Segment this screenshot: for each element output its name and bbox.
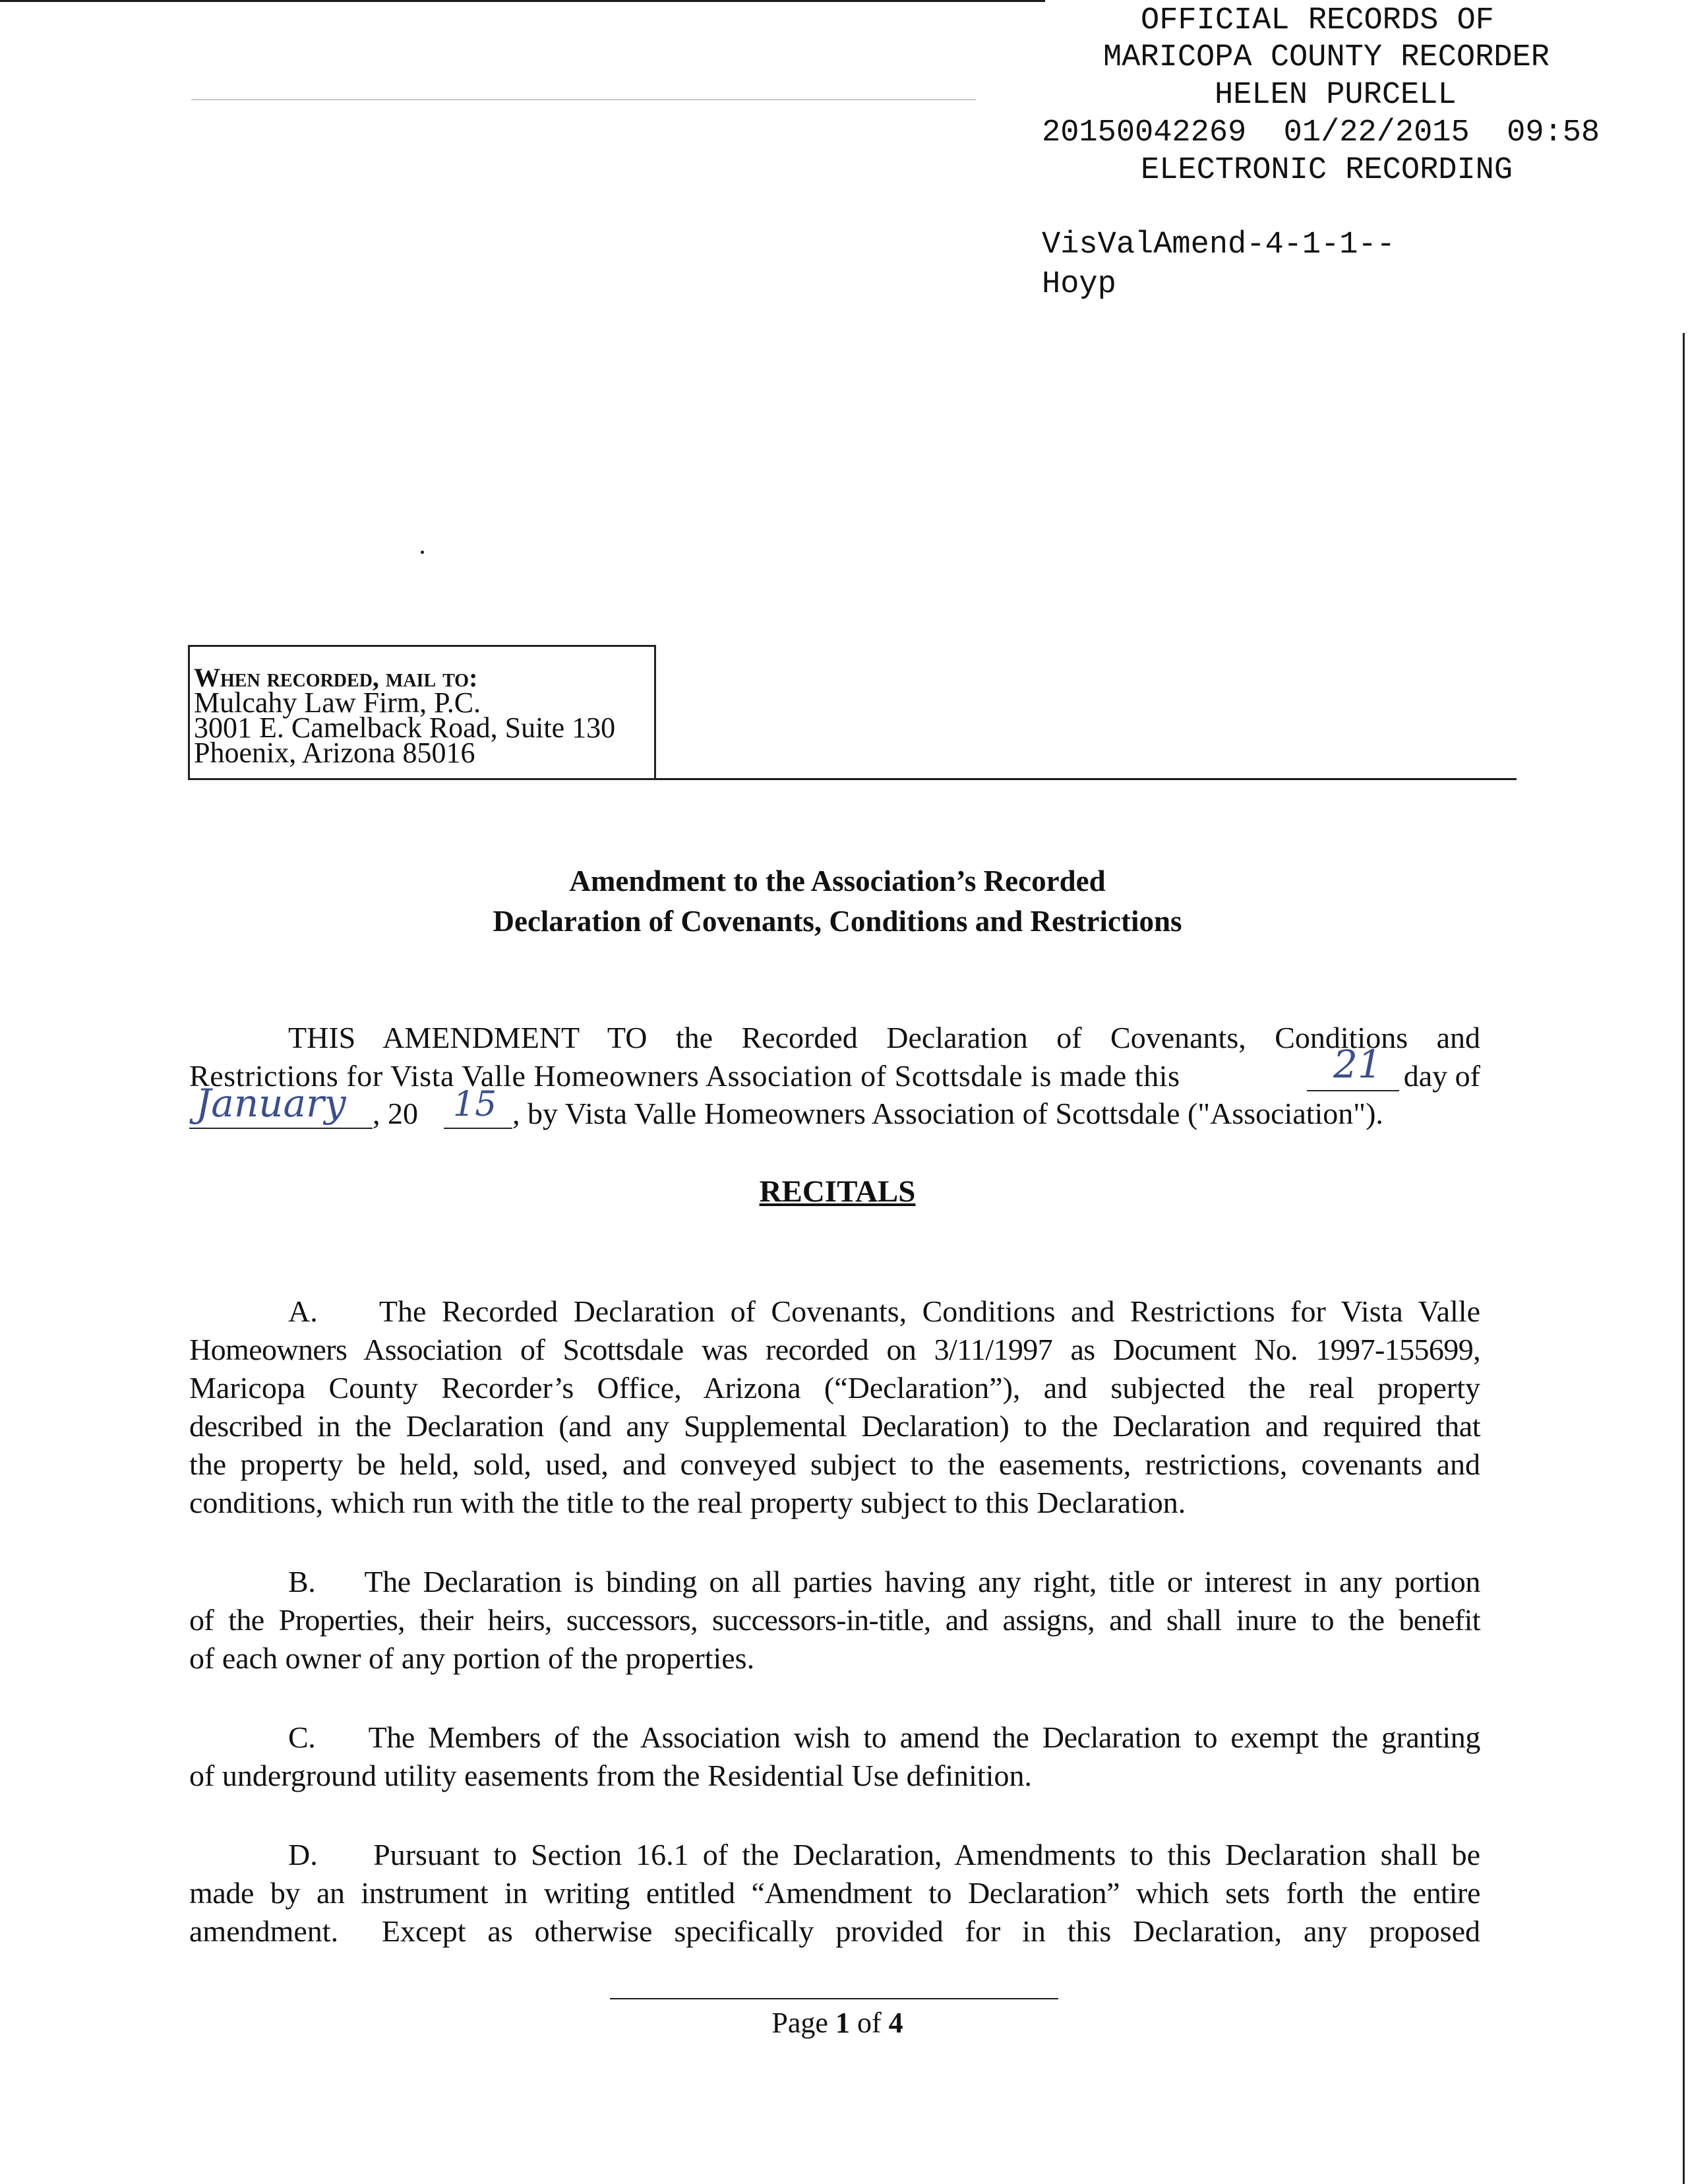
intro-line-3-mid: , 20: [373, 1097, 418, 1130]
mail-to-box: [188, 645, 656, 780]
stamp-line-1: OFFICIAL RECORDS OF: [1141, 3, 1494, 38]
mail-to-line-1: Mulcahy Law Firm, P.C.: [194, 686, 481, 719]
recitals-heading: RECITALS: [759, 1174, 916, 1209]
intro-line-3-end: , by Vista Valle Homeowners Association of Scottsdale ("Association").: [512, 1097, 1383, 1130]
recital-b-line-1: B. The Declaration is binding on all parties having any right, title or interest in any portion: [288, 1565, 1480, 1598]
document-title-line-1: Amendment to the Association’s Recorded: [569, 864, 1106, 897]
year-blank-line: [444, 1128, 512, 1129]
recital-a-line-3: Maricopa County Recorder’s Office, Arizona (“Declaration”), and subjected the real property: [189, 1371, 1480, 1405]
mail-to-line-2: 3001 E. Camelback Road, Suite 130: [194, 712, 616, 744]
mail-to-line-3: Phoenix, Arizona 85016: [194, 737, 475, 769]
page-number: [0, 2006, 1675, 2040]
stamp-line-2: MARICOPA COUNTY RECORDER: [1103, 40, 1550, 75]
stamp-line-5: ELECTRONIC RECORDING: [1141, 153, 1513, 188]
handwritten-month: January: [196, 1081, 346, 1126]
handwritten-year: 15: [453, 1085, 497, 1124]
handwritten-day: 21: [1333, 1042, 1382, 1087]
stamp-recording-number-date-time: 20150042269 01/22/2015 09:58: [1042, 115, 1600, 150]
day-blank-line: [1307, 1090, 1399, 1091]
doc-code-line-2: Hoyp: [1042, 267, 1116, 302]
faint-header-rule: [191, 99, 976, 100]
recital-d-line-1: D. Pursuant to Section 16.1 of the Declaration, Amendments to this Declaration shall be: [288, 1838, 1480, 1871]
mail-box-underline: [656, 778, 1517, 780]
month-blank-line: [189, 1128, 373, 1129]
mail-to-heading: When recorded, mail to:: [194, 663, 478, 692]
page-total: 4: [888, 2007, 903, 2039]
recital-a-line-1: A. The Recorded Declaration of Covenants, Conditions and Restrictions for Vista Valle: [288, 1294, 1480, 1328]
recital-b-line-3: of each owner of any portion of the properties.: [189, 1641, 755, 1675]
stamp-line-3: HELEN PURCELL: [1215, 78, 1457, 113]
footer-rule: [610, 1998, 1058, 1999]
recital-b-line-2: of the Properties, their heirs, successors, successors-in-title, and assigns, and shall inure to the benefit: [189, 1603, 1480, 1637]
right-margin-line: [1683, 333, 1685, 2184]
document-title-line-2: Declaration of Covenants, Conditions and Restrictions: [493, 905, 1182, 938]
recital-a-line-5: the property be held, sold, used, and conveyed subject to the easements, restrictions, covenants and: [189, 1447, 1480, 1481]
top-rule: [0, 0, 1045, 2]
intro-line-2-start: Restrictions for Vista Valle Homeowners Association of Scottsdale is made this: [189, 1059, 1180, 1093]
intro-line-3: [189, 1081, 1480, 1137]
recital-c-line-2: of underground utility easements from the Residential Use definition.: [189, 1759, 1032, 1792]
recital-d-line-2: made by an instrument in writing entitled “Amendment to Declaration” which sets forth the entire: [189, 1876, 1480, 1910]
stray-dot: [421, 551, 424, 554]
intro-line-2-end: day of: [1403, 1059, 1480, 1093]
intro-line-2: [189, 1042, 1480, 1095]
recital-c-line-1: C. The Members of the Association wish to amend the Declaration to exempt the granting: [288, 1720, 1480, 1754]
of-word: of: [857, 2007, 882, 2039]
recital-d-line-3: amendment. Except as otherwise specifically provided for in this Declaration, any proposed: [189, 1914, 1480, 1948]
page-current: 1: [835, 2007, 850, 2039]
recital-a-line-2: Homeowners Association of Scottsdale was recorded on 3/11/1997 as Document No. 1997-155699,: [189, 1333, 1480, 1366]
page-word: Page: [771, 2007, 828, 2039]
recital-a-line-6: conditions, which run with the title to the real property subject to this Declaration.: [189, 1486, 1186, 1519]
recital-a-line-4: described in the Declaration (and any Supplemental Declaration) to the Declaration and required that: [189, 1409, 1480, 1443]
doc-code-line-1: VisValAmend-4-1-1--: [1042, 228, 1395, 262]
intro-line-1: THIS AMENDMENT TO the Recorded Declaration of Covenants, Conditions and: [288, 1021, 1480, 1054]
